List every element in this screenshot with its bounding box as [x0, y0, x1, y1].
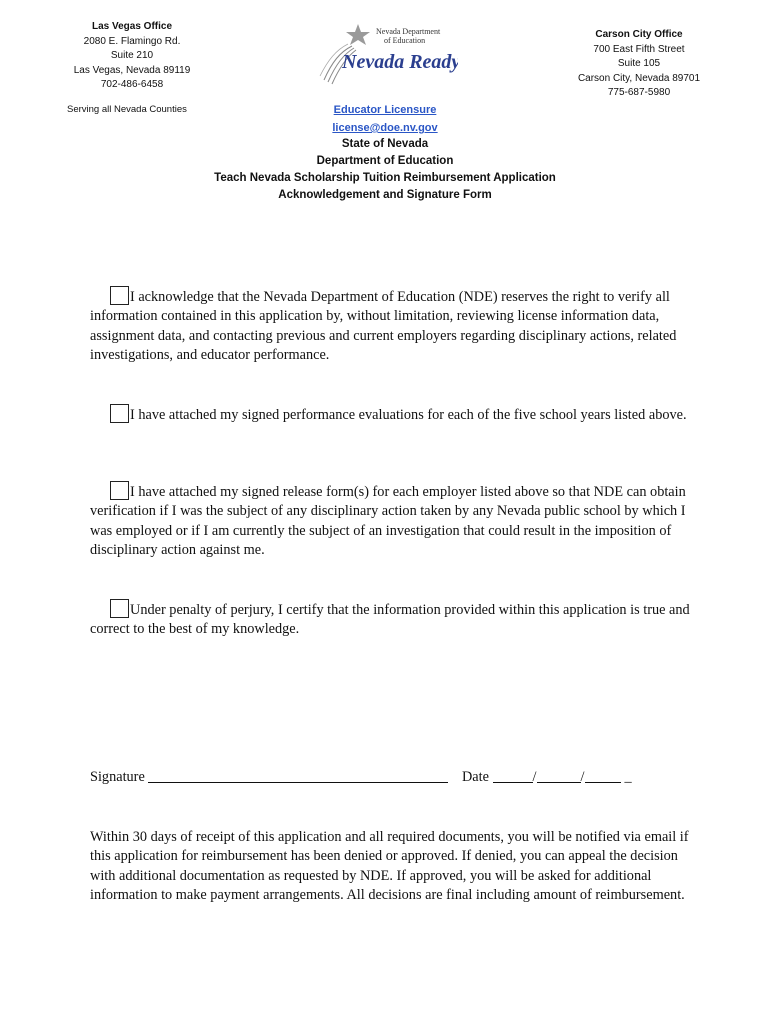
carson-city-office-block — [570, 28, 708, 101]
acknowledgement-text-1: I acknowledge that the Nevada Department of Education (NDE) reserves the right to verify all information contained in this application by, without limitation, reviewing license information data, assignment data, and contacting previous and current employers regarding disciplinary actions, related investigations, and educator performance. — [90, 289, 677, 364]
date-month-field[interactable] — [493, 768, 533, 783]
las-vegas-city: Las Vegas, Nevada 89119 — [73, 64, 191, 76]
title-department: Department of Education — [316, 155, 454, 167]
signature-row — [90, 768, 690, 786]
title-form: Acknowledgement and Signature Form — [278, 189, 492, 201]
acknowledgement-checkbox-1[interactable] — [110, 286, 129, 305]
acknowledgement-text-2: I have attached my signed performance evaluations for each of the five school years listed above. — [130, 407, 687, 423]
acknowledgement-checkbox-2[interactable] — [110, 404, 129, 423]
signature-field[interactable] — [148, 768, 448, 783]
acknowledgement-text-4: Under penalty of perjury, I certify that the information provided within this application is true and correct to the best of my knowledge. — [90, 602, 690, 638]
license-email-link[interactable]: license@doe.nv.gov — [332, 122, 438, 134]
reimbursement-notice: Within 30 days of receipt of this application and all required documents, you will be notified via email if this application for reimbursement has been denied or approved. If denied, you can appeal the decision with additional documentation as requested by NDE. If approved, you will be asked for additional information to make payment arrangements. All decisions are final including amount of reimbursement. — [90, 829, 689, 904]
carson-city-address2: Suite 105 — [617, 58, 661, 69]
title-state: State of Nevada — [341, 138, 429, 150]
acknowledgement-item — [90, 286, 690, 366]
svg-text:Nevada Ready!: Nevada Ready! — [342, 51, 458, 73]
las-vegas-phone: 702-486-6458 — [100, 79, 164, 90]
date-day-field[interactable] — [537, 768, 581, 783]
date-separator: / — [580, 769, 585, 785]
acknowledgement-item — [90, 404, 690, 425]
carson-city-office-name: Carson City Office — [595, 29, 683, 40]
nevada-ready-logo-icon — [318, 18, 458, 90]
signature-label: Signature — [90, 769, 145, 785]
carson-city-city: Carson City, Nevada 89701 — [577, 72, 701, 84]
acknowledgement-item — [90, 481, 690, 561]
las-vegas-address2: Suite 210 — [110, 50, 154, 61]
acknowledgement-item — [90, 599, 690, 640]
acknowledgement-checkbox-4[interactable] — [110, 599, 129, 618]
date-year-field[interactable] — [585, 768, 621, 783]
las-vegas-office-name: Las Vegas Office — [91, 21, 173, 32]
educator-licensure-link[interactable]: Educator Licensure — [333, 104, 437, 116]
carson-city-address1: 700 East Fifth Street — [593, 43, 685, 55]
nde-logo — [318, 18, 458, 90]
acknowledgement-text-3: I have attached my signed release form(s) for each employer listed above so that NDE can obtain verification if I was the subject of any disciplinary action taken by any Nevada public school by which I was employed or if I am currently the subject of an investigation that could result in the imposition of disciplinary action against me. — [90, 484, 686, 559]
svg-text:Nevada Department: Nevada Department — [376, 27, 441, 36]
serving-counties-note: Serving all Nevada Counties — [67, 104, 187, 115]
svg-text:of Education: of Education — [384, 36, 426, 45]
las-vegas-office-block — [62, 20, 202, 93]
form-header — [0, 100, 770, 204]
carson-city-phone: 775-687-5980 — [607, 87, 671, 98]
date-trailing-underscore: _ — [624, 769, 632, 785]
date-separator: / — [532, 769, 537, 785]
acknowledgement-checkbox-3[interactable] — [110, 481, 129, 500]
las-vegas-address1: 2080 E. Flamingo Rd. — [83, 35, 181, 47]
date-label: Date — [461, 769, 489, 785]
title-application: Teach Nevada Scholarship Tuition Reimbursement Application — [214, 172, 556, 184]
